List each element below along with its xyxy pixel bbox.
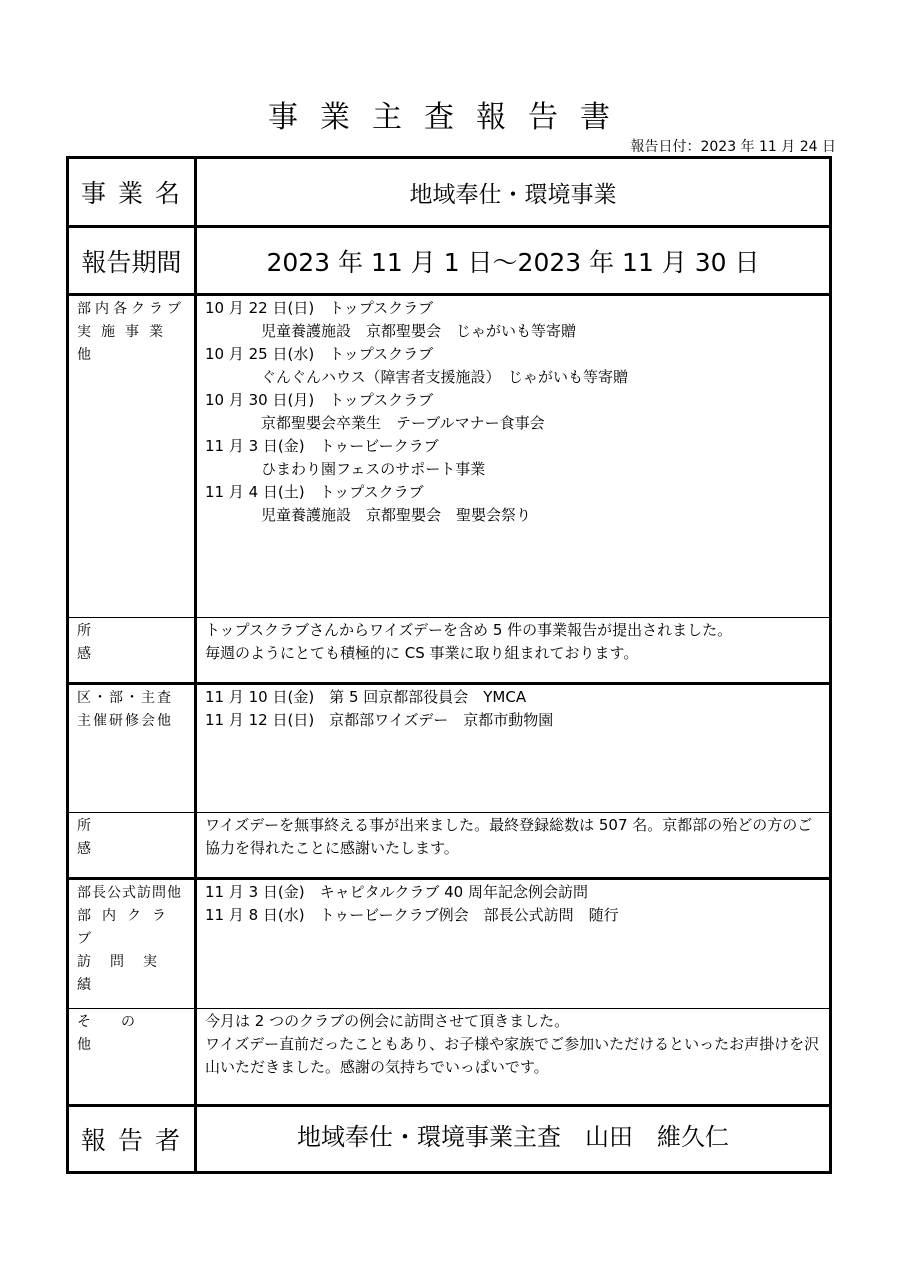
activity-date-line: 11 月 3 日(金) トゥービークラブ xyxy=(205,437,439,455)
activity-detail-line: 京都聖嬰会卒業生 テーブルマナー食事会 xyxy=(261,414,545,432)
training-line: 11 月 10 日(金) 第 5 回京都部役員会 YMCA xyxy=(205,688,527,706)
training-line: 11 月 12 日(日) 京都部ワイズデー 京都市動物園 xyxy=(205,711,554,729)
impression-line: トップスクラブさんからワイズデーを含め 5 件の事業報告が提出されました。 xyxy=(205,621,733,639)
report-table xyxy=(66,156,832,1174)
reporter-value: 地域奉仕・環境事業主査 山田 維久仁 xyxy=(297,1122,729,1151)
report-date: 報告日付：2023 年 11 月 24 日 xyxy=(630,139,836,155)
visit-line: 11 月 3 日(金) キャピタルクラブ 40 周年記念例会訪問 xyxy=(205,883,588,901)
official-visits-content xyxy=(197,880,829,1007)
impression-label: 所感 xyxy=(77,623,161,662)
period-label: 報告期間 xyxy=(81,247,182,277)
activity-date-line: 10 月 30 日(月) トップスクラブ xyxy=(205,391,434,409)
activity-detail-line: 児童養護施設 京都聖嬰会 じゃがいも等寄贈 xyxy=(261,322,577,340)
club-activities-content xyxy=(197,296,829,616)
document-title: 事業主査報告書 xyxy=(268,100,632,135)
label-line: 部長公式訪問他 xyxy=(77,885,182,901)
impression-line: 毎週のようにとても積極的に CS 事業に取り組まれております。 xyxy=(205,644,639,662)
project-label: 事業名 xyxy=(80,179,192,208)
period-value: 2023 年 11 月 1 日～2023 年 11 月 30 日 xyxy=(266,247,760,277)
activity-date-line: 11 月 4 日(土) トップスクラブ xyxy=(205,483,424,501)
other-text: ワイズデー直前だったこともあり、お子様や家族でご参加いただけるといったお声掛けを沢山いただきました。感謝の気持ちでいっぱいです。 xyxy=(205,1035,820,1076)
other-content xyxy=(197,1009,829,1104)
district-training-content xyxy=(197,685,829,811)
activity-date-line: 10 月 22 日(日) トップスクラブ xyxy=(205,299,434,317)
project-value: 地域奉仕・環境事業 xyxy=(409,181,617,208)
activity-date-line: 10 月 25 日(水) トップスクラブ xyxy=(205,345,434,363)
activity-detail-line: 児童養護施設 京都聖嬰会 聖嬰会祭り xyxy=(261,506,532,524)
club-activities-label xyxy=(69,296,194,616)
impression-text: ワイズデーを無事終える事が出来ました。最終登録総数は 507 名。京都部の殆どの方のご協力を得れたことに感謝いたします。 xyxy=(205,816,813,857)
impression-content xyxy=(197,618,829,682)
visit-line: 11 月 8 日(水) トゥービークラブ例会 部長公式訪問 随行 xyxy=(205,906,619,924)
label-line: 実施事業他 xyxy=(77,324,173,363)
activity-detail-line: ひまわり園フェスのサポート事業 xyxy=(261,460,486,478)
district-training-label xyxy=(69,685,194,811)
other-label: その他 xyxy=(77,1014,165,1053)
impression-content xyxy=(197,813,829,877)
label-line: 部内クラブ xyxy=(77,908,177,947)
label-line: 訪問実績 xyxy=(77,954,176,993)
other-line: 今月は 2 つのクラブの例会に訪問させて頂きました。 xyxy=(205,1012,570,1030)
label-line: 区・部・主査 xyxy=(77,690,173,706)
reporter-label: 報告者 xyxy=(80,1126,192,1155)
activity-detail-line: ぐんぐんハウス（障害者支援施設） じゃがいも等寄贈 xyxy=(261,368,629,386)
label-line: 主催研修会他 xyxy=(77,713,173,729)
official-visits-label xyxy=(69,880,194,1007)
label-line: 部内各クラブ xyxy=(77,301,185,317)
impression-label: 所感 xyxy=(77,818,161,857)
